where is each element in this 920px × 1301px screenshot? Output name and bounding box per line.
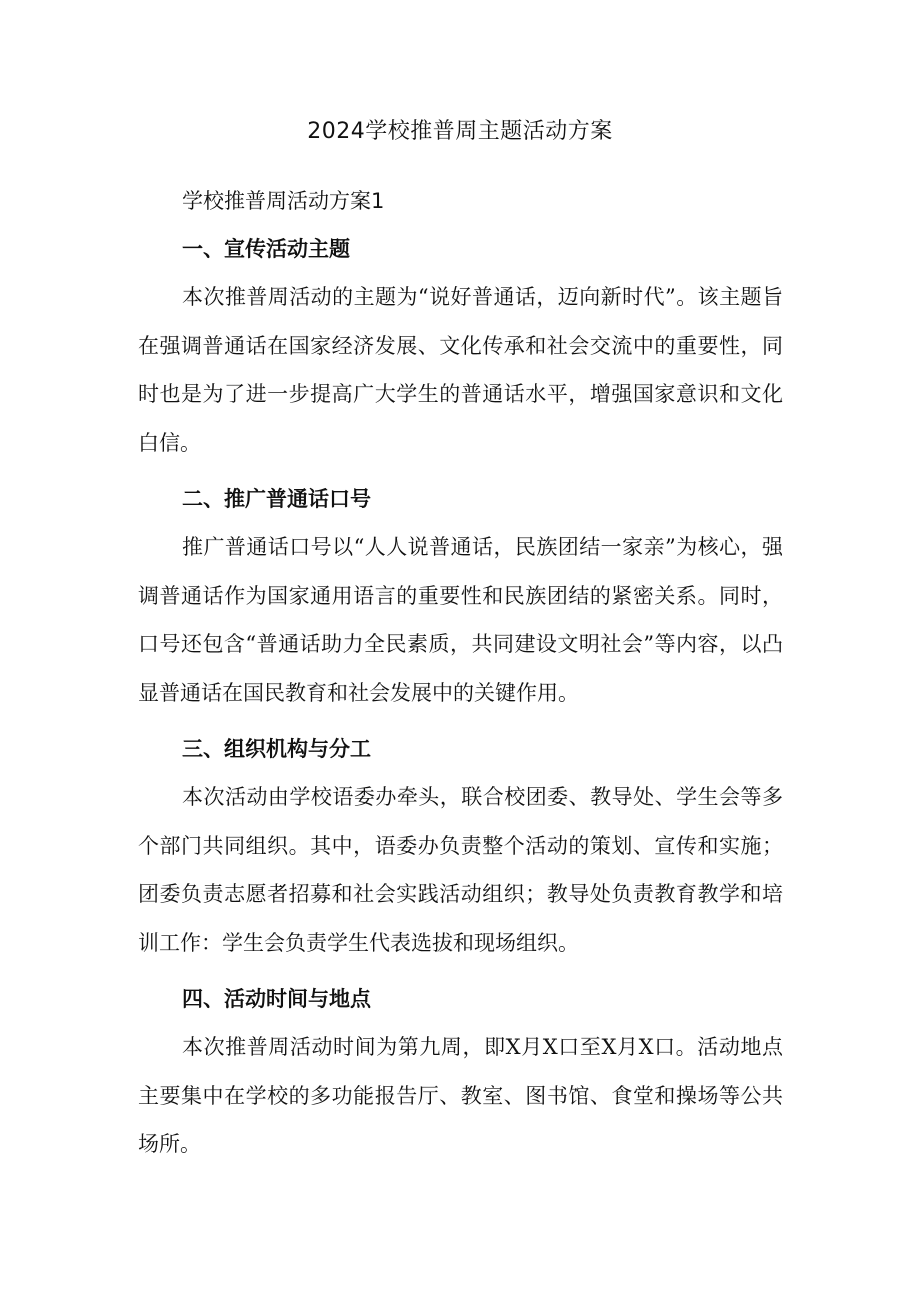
document-body bbox=[138, 184, 783, 1169]
section-heading-time-location: 四、活动时间与地点 bbox=[182, 987, 371, 1011]
section-paragraph-time-location: 本次推普周活动时间为第九周，即X月X口至X月X口。活动地点主要集中在学校的多功能报告厅、教室、图书馆、食堂和操场等公共场所。 bbox=[138, 1035, 783, 1156]
section-heading-organization: 三、组织机构与分工 bbox=[182, 737, 371, 761]
section-paragraph-theme: 本次推普周活动的主题为“说好普通话，迈向新时代”。该主题旨在强调普通话在国家经济发展、文化传承和社会交流中的重要性，同时也是为了进一步提高广大学生的普通话水平，增强国家意识和文化白信。 bbox=[138, 285, 783, 455]
document-title: 2024学校推普周主题活动方案 bbox=[307, 119, 613, 144]
section-paragraph-organization: 本次活动由学校语委办牵头，联合校团委、教导处、学生会等多个部门共同组织。其中，语委办负责整个活动的策划、宣传和实施；团委负责志愿者招募和社会实践活动组织；教导处负责教育教学和培训工作：学生会负责学生代表选拔和现场组织。 bbox=[138, 785, 783, 955]
section-paragraph-slogan: 推广普通话口号以“人人说普通话，民族团结一家亲”为核心，强调普通话作为国家通用语言的重要性和民族团结的紧密关系。同时，口号还包含“普通话助力全民素质，共同建设文明社会”等内容，以凸显普通话在国民教育和社会发展中的关键作用。 bbox=[138, 535, 783, 705]
section-heading-theme: 一、宣传活动主题 bbox=[182, 237, 350, 261]
section-heading-slogan: 二、推广普通话口号 bbox=[182, 487, 371, 511]
document-subtitle: 学校推普周活动方案1 bbox=[182, 189, 385, 213]
